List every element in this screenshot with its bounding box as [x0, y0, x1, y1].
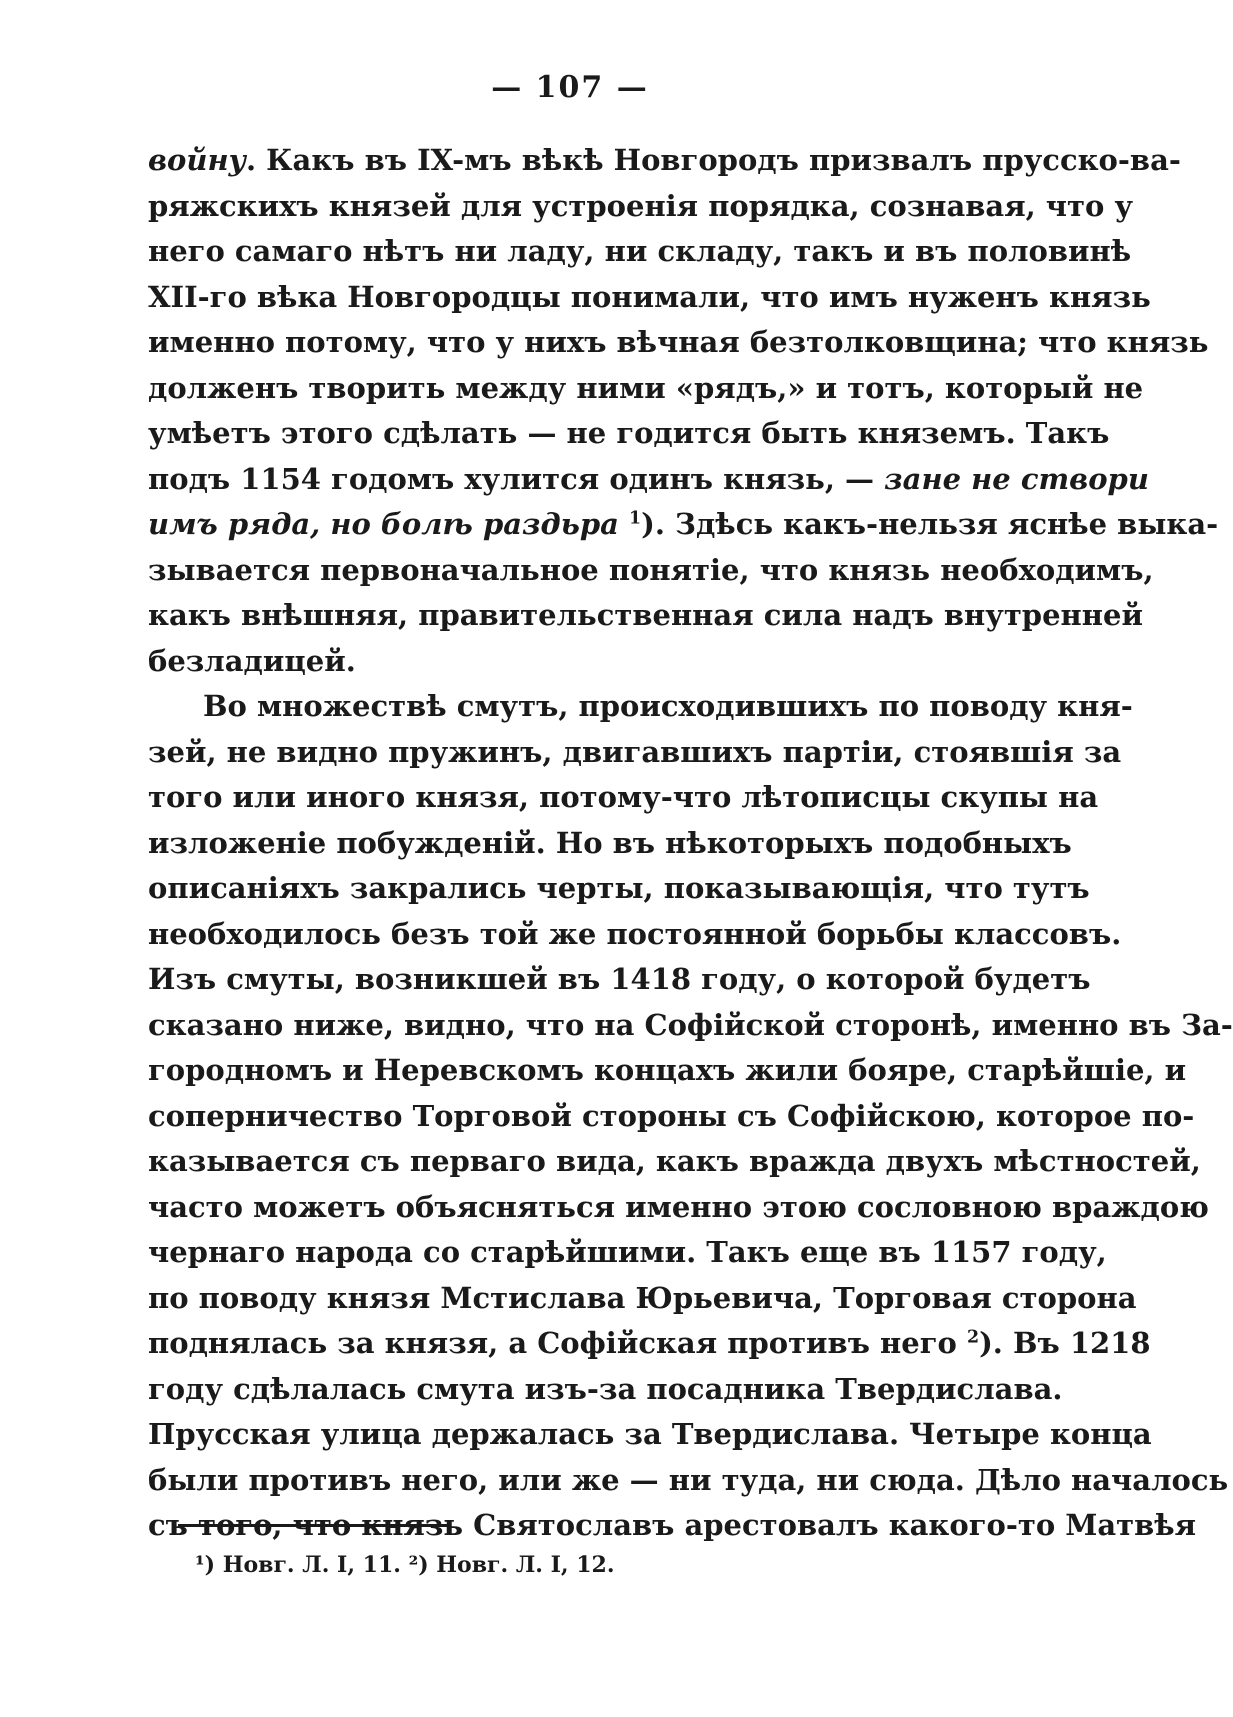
text-line	[148, 1185, 1209, 1231]
text-segment: ряжскихъ князей для устроенія порядка, сознавая, что у	[148, 188, 1134, 223]
footnote-ref: 1	[629, 508, 642, 529]
text-segment: ). Въ 1218	[979, 1326, 1151, 1360]
text-line	[148, 1458, 1229, 1504]
text-segment: долженъ творить между ними «рядъ,» и тотъ, который не	[148, 370, 1144, 405]
text-line	[148, 138, 1181, 184]
footnotes: ¹) Новг. Л. I, 11. ²) Новг. Л. I, 12.	[195, 1552, 615, 1578]
text-segment: зане не створи	[884, 461, 1149, 496]
text-segment: подъ 1154 годомъ хулится одинъ князь, —	[148, 461, 885, 496]
paragraph	[148, 138, 1219, 684]
text-segment: изложеніе побужденій. Но въ нѣкоторыхъ подобныхъ	[148, 825, 1072, 860]
text-line	[148, 593, 1143, 639]
text-line	[148, 1094, 1195, 1140]
text-line	[148, 320, 1209, 366]
text-line	[148, 1321, 1151, 1367]
text-segment: какъ внѣшняя, правительственная сила надъ внутренней	[148, 598, 1143, 632]
footnote-ref: 2	[966, 1327, 980, 1348]
text-segment: войну	[148, 143, 246, 177]
text-line	[148, 411, 1110, 457]
text-line	[148, 1276, 1137, 1322]
text-segment: имъ ряда, но болѣ раздьра	[148, 507, 619, 541]
text-line	[148, 821, 1072, 867]
text-line	[148, 1003, 1233, 1049]
text-segment: XII-го вѣка Новгородцы понимали, что имъ нуженъ князь	[148, 279, 1151, 314]
text-line	[148, 775, 1099, 821]
text-segment: именно потому, что у нихъ вѣчная безтолковщина; что князь	[148, 325, 1209, 359]
text-line	[148, 639, 980, 685]
text-segment: часто можетъ объясняться именно этою сословною враждою	[148, 1189, 1209, 1224]
text-segment: ). Здѣсь какъ-нельзя яснѣе выка-	[641, 507, 1219, 541]
text-line	[148, 457, 1149, 503]
text-line	[148, 1230, 1107, 1276]
text-line	[148, 1048, 1187, 1094]
paragraph	[148, 684, 1233, 1549]
text-line	[148, 184, 1134, 230]
text-segment: Изъ смуты, возникшей въ 1418 году, о которой будетъ	[148, 962, 1091, 996]
text-segment: безладицей.	[148, 643, 356, 678]
text-segment: городномъ и Неревскомъ концахъ жили бояре, старѣйшіе, и	[148, 1053, 1187, 1087]
text-segment: сказано ниже, видно, что на Софійской сторонѣ, именно въ За-	[148, 1007, 1233, 1042]
text-segment: были противъ него, или же — ни туда, ни сюда. Дѣло началось	[148, 1462, 1229, 1497]
text-segment: зывается первоначальное понятіе, что князь необходимъ,	[148, 552, 1154, 587]
text-line	[148, 275, 1151, 321]
text-segment: . Какъ въ IX-мъ вѣкѣ Новгородъ призвалъ прусско-ва-	[245, 143, 1181, 177]
text-line	[148, 366, 1144, 412]
text-segment: него самаго нѣтъ ни ладу, ни складу, такъ и въ половинѣ	[148, 234, 1132, 268]
text-line	[148, 502, 1219, 548]
text-line	[148, 730, 1122, 776]
text-segment: Прусская улица держалась за Твердислава. Четыре конца	[148, 1417, 1152, 1451]
text-segment: зей, не видно пружинъ, двигавшихъ партіи, стоявшія за	[148, 734, 1122, 769]
text-segment: Во множествѣ смутъ, происходившихъ по поводу кня-	[203, 689, 1133, 723]
text-segment: соперничество Торговой стороны съ Софійскою, которое по-	[148, 1098, 1195, 1133]
footnote-divider	[178, 1524, 448, 1527]
text-line	[148, 912, 1122, 958]
page-number: — 107 —	[491, 70, 649, 105]
text-segment: чернаго народа со старѣйшими. Такъ еще въ 1157 году,	[148, 1235, 1107, 1269]
text-line	[148, 957, 1091, 1003]
text-line	[148, 229, 1132, 275]
text-segment	[619, 507, 629, 541]
text-line	[148, 1367, 1063, 1413]
text-segment: описаніяхъ закрались черты, показывающія, что тутъ	[148, 871, 1090, 905]
body-text	[148, 138, 1233, 1549]
text-segment: съ того, что князь Святославъ арестовалъ какого-то Матвѣя	[148, 1508, 1197, 1542]
text-line	[148, 1412, 1152, 1458]
text-line	[148, 684, 1133, 730]
text-segment: того или иного князя, потому-что лѣтописцы скупы на	[148, 780, 1099, 814]
text-segment: по поводу князя Мстислава Юрьевича, Торговая сторона	[148, 1280, 1137, 1315]
text-segment: году сдѣлалась смута изъ-за посадника Твердислава.	[148, 1371, 1063, 1406]
text-segment: поднялась за князя, а Софійская противъ него	[148, 1326, 967, 1360]
text-line	[148, 548, 1154, 594]
text-segment: необходилось безъ той же постоянной борьбы классовъ.	[148, 916, 1122, 951]
text-segment: умѣетъ этого сдѣлать — не годится быть княземъ. Такъ	[148, 416, 1110, 450]
text-line	[148, 866, 1090, 912]
text-line	[148, 1139, 1201, 1185]
text-segment: казывается съ перваго вида, какъ вражда двухъ мѣстностей,	[148, 1144, 1201, 1178]
